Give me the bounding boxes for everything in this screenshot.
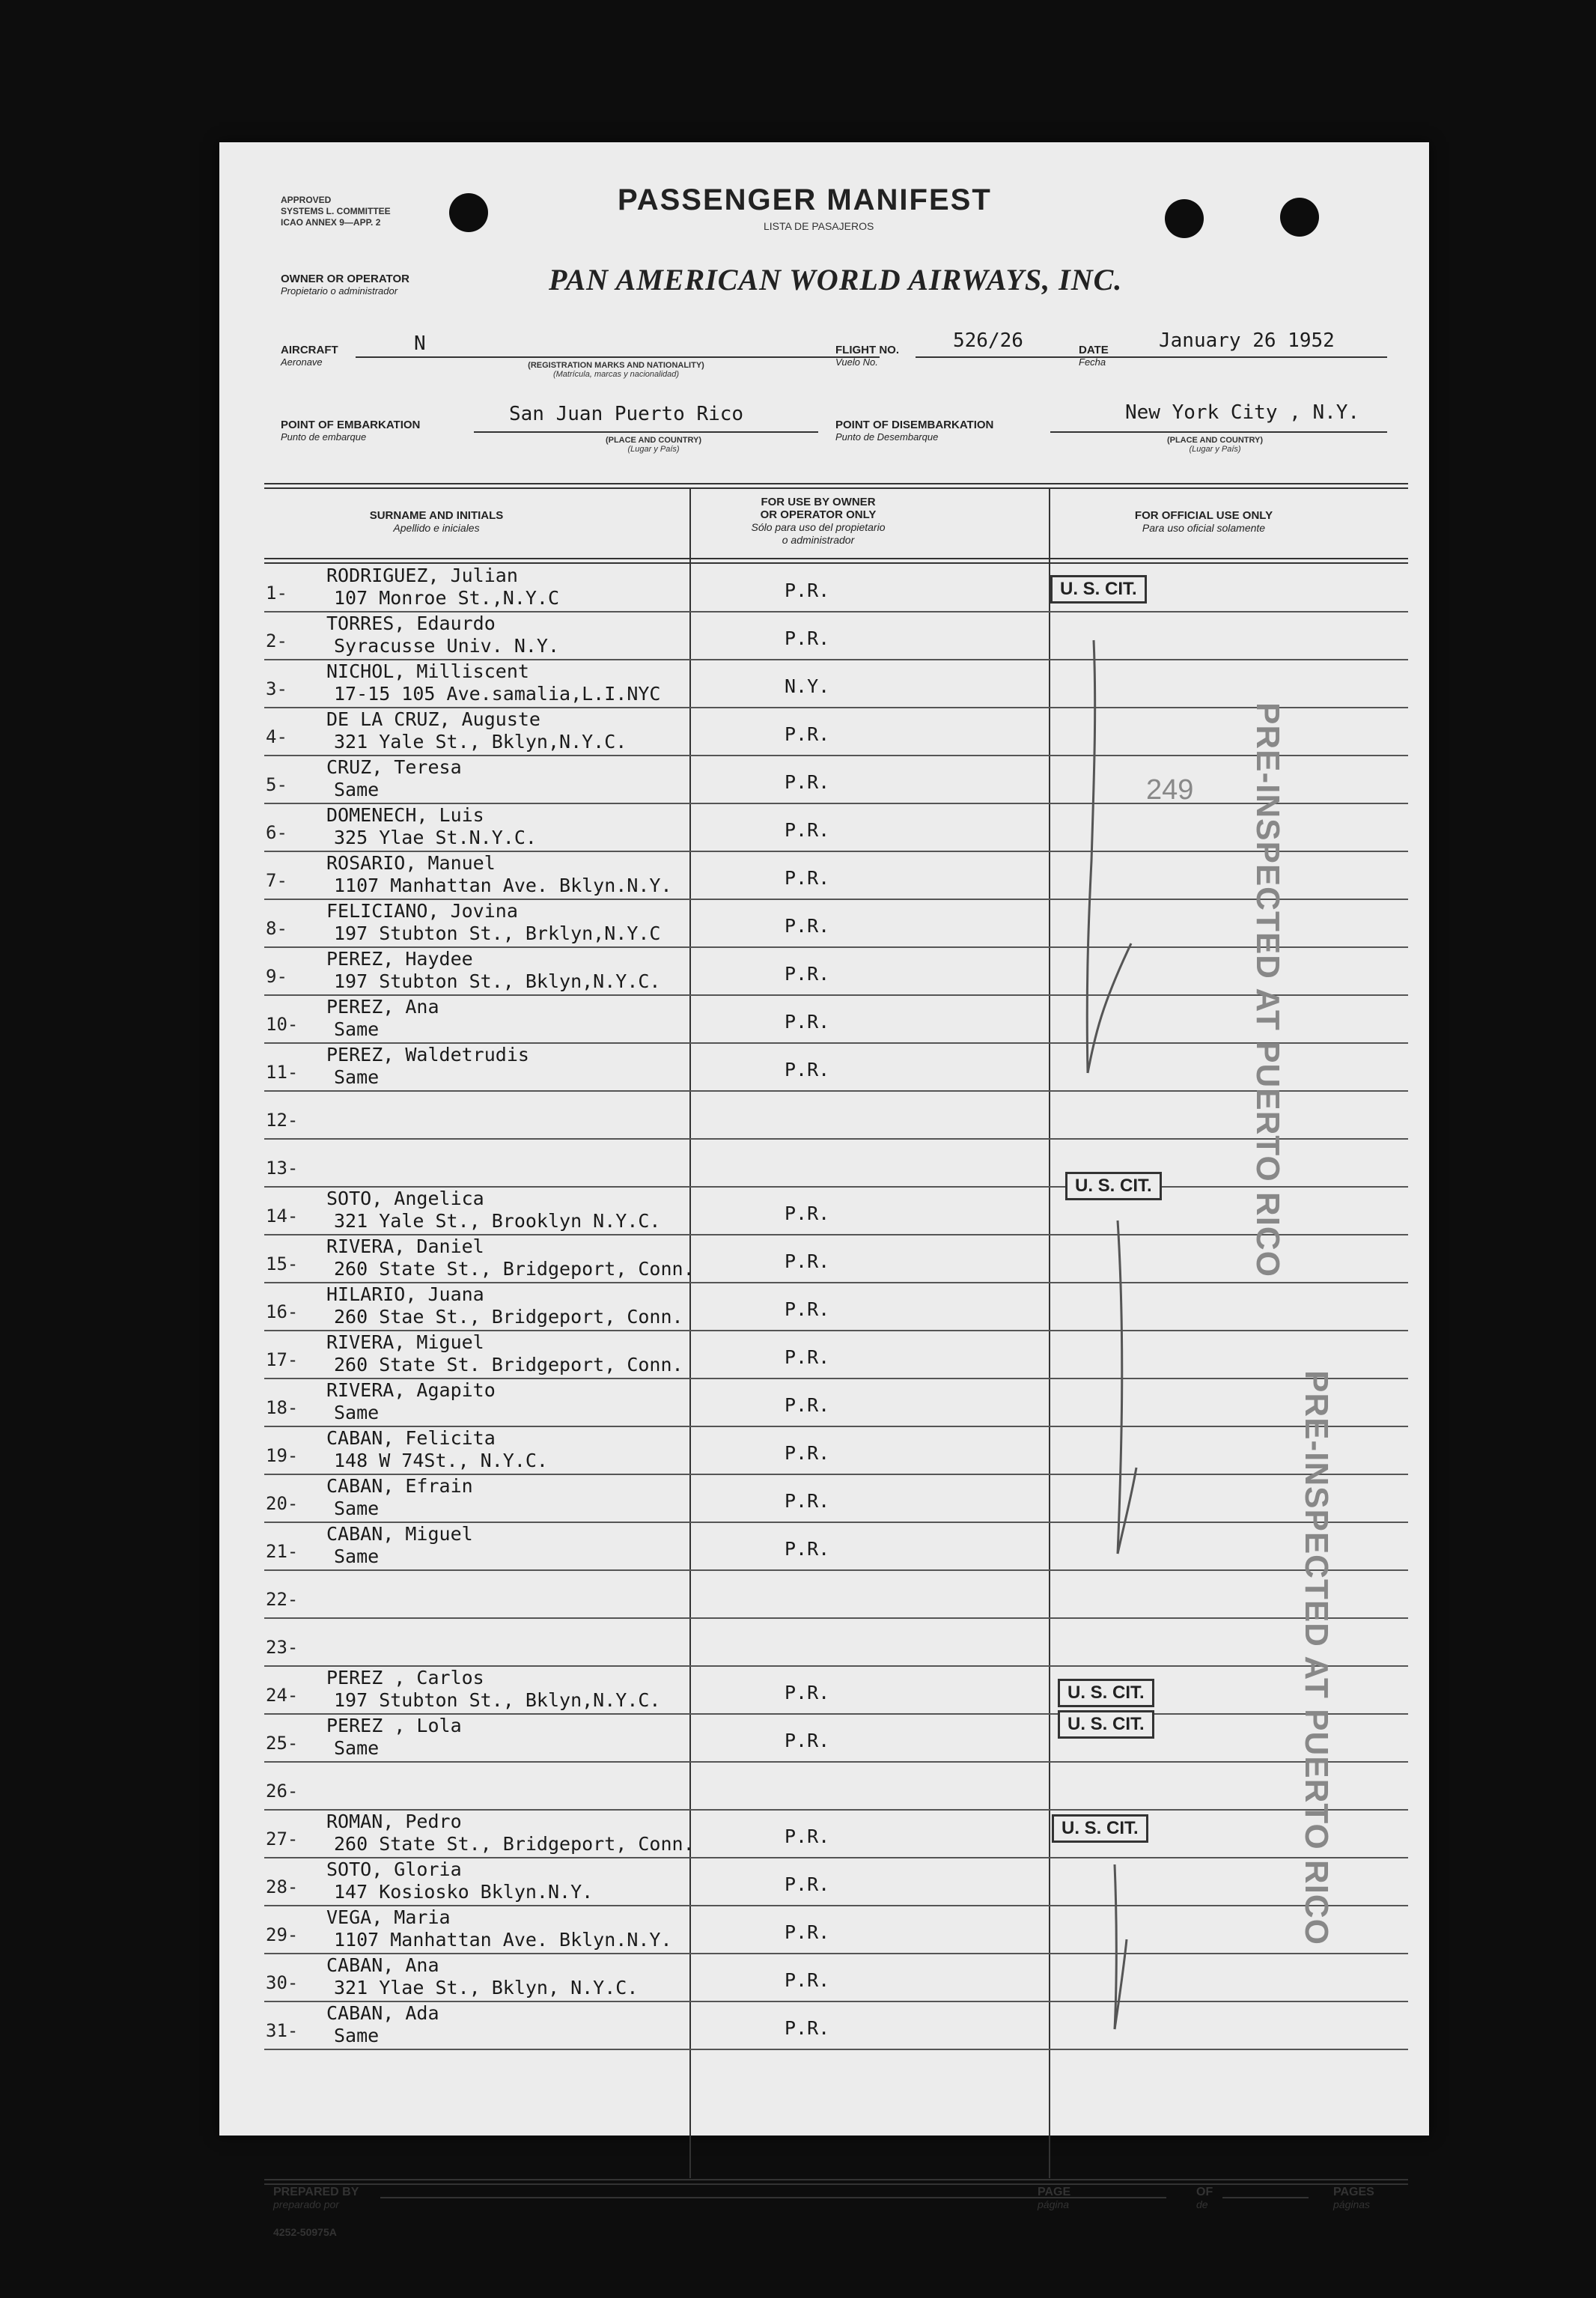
table-top-rule [264,483,1408,489]
aircraft-value: N [414,332,426,355]
disembarkation-place-note: (PLACE AND COUNTRY) (Lugar y País) [1166,436,1264,454]
passenger-row [264,1857,1408,1906]
passenger-row [264,1522,1408,1571]
punch-hole-left [449,193,488,232]
passenger-address: Same [334,779,380,800]
us-citizen-stamp: U. S. CIT. [1050,575,1147,604]
row-number: 24- [266,1685,299,1706]
origin-code: P.R. [785,1826,830,1847]
row-number: 1- [266,583,287,604]
pages-label: PAGES páginas [1333,2186,1374,2210]
row-number: 25- [266,1733,299,1754]
origin-code: P.R. [785,580,830,601]
passenger-row [264,611,1408,660]
origin-code: P.R. [785,1490,830,1512]
passenger-address: 197 Stubton St., Brklyn,N.Y.C [334,922,661,944]
passenger-name: CABAN, Miguel [326,1523,473,1545]
manifest-sheet [219,142,1429,2238]
passenger-name: ROSARIO, Manuel [326,852,496,874]
passenger-name: FELICIANO, Jovina [326,900,518,922]
passenger-name: RIVERA, Daniel [326,1235,484,1257]
passenger-row [264,707,1408,756]
row-number: 4- [266,726,287,747]
owner-label: OWNER OR OPERATOR Propietario o administrador [281,273,409,297]
us-citizen-stamp: U. S. CIT. [1058,1710,1154,1739]
disembarkation-label: POINT OF DISEMBARKATION Punto de Desembarque [835,419,994,443]
operator-name: PAN AMERICAN WORLD AIRWAYS, INC. [549,263,1123,297]
origin-code: P.R. [785,1682,830,1703]
disembarkation-value: New York City , N.Y. [1125,401,1360,424]
passenger-name: CABAN, Ana [326,1954,439,1976]
passenger-address: 321 Yale St., Brooklyn N.Y.C. [334,1210,661,1232]
passenger-row [264,899,1408,948]
prepared-by-label: PREPARED BY preparado por [273,2186,359,2210]
passenger-address: Same [334,1498,380,1519]
origin-code: P.R. [785,1250,830,1272]
origin-code: P.R. [785,1921,830,1943]
row-number: 17- [266,1349,299,1370]
row-number: 7- [266,870,287,891]
form-number: 4252-50975A [273,2226,337,2238]
column-header-official-use: FOR OFFICIAL USE ONLY Para uso oficial solamente [1134,509,1273,534]
date-label: DATE Fecha [1079,344,1109,368]
passenger-address: 197 Stubton St., Bklyn,N.Y.C. [334,1689,661,1711]
passenger-row [264,1378,1408,1427]
passenger-address: 260 State St., Bridgeport, Conn. [334,1833,695,1855]
passenger-address: 147 Kosiosko Bklyn.N.Y. [334,1881,594,1903]
origin-code: P.R. [785,1442,830,1464]
origin-code: P.R. [785,1873,830,1895]
passenger-row [264,659,1408,708]
passenger-name: VEGA, Maria [326,1906,451,1928]
row-number: 27- [266,1829,299,1849]
flight-value: 526/26 [953,329,1023,352]
origin-code: P.R. [785,867,830,889]
row-number: 8- [266,918,287,939]
passenger-address: 325 Ylae St.N.Y.C. [334,827,537,848]
passenger-name: DOMENECH, Luis [326,804,484,826]
row-number: 20- [266,1493,299,1514]
date-line [1118,356,1387,358]
date-value: January 26 1952 [1159,329,1335,352]
row-number: 6- [266,822,287,843]
of-label: OF de [1196,2186,1213,2210]
passenger-row [264,1617,1408,1667]
row-number: 15- [266,1253,299,1274]
disembarkation-line [1050,431,1387,433]
origin-code: P.R. [785,915,830,937]
row-number: 3- [266,678,287,699]
passenger-row [264,1330,1408,1379]
passenger-address: Same [334,1402,380,1423]
row-number: 19- [266,1445,299,1466]
origin-code: P.R. [785,963,830,985]
row-number: 5- [266,774,287,795]
passenger-address: 321 Ylae St., Bklyn, N.Y.C. [334,1977,639,1998]
us-citizen-stamp: U. S. CIT. [1065,1172,1162,1200]
passenger-address: 260 State St., Bridgeport, Conn. [334,1258,695,1280]
passenger-row [264,1761,1408,1811]
passenger-row [264,1665,1408,1715]
origin-code: P.R. [785,1011,830,1033]
row-number: 13- [266,1158,299,1179]
passenger-name: SOTO, Angelica [326,1188,484,1209]
flight-label: FLIGHT NO. Vuelo No. [835,344,899,368]
row-number: 22- [266,1589,299,1610]
origin-code: P.R. [785,723,830,745]
row-number: 23- [266,1637,299,1658]
us-citizen-stamp: U. S. CIT. [1052,1814,1148,1843]
passenger-row [264,755,1408,804]
passenger-row [264,803,1408,852]
origin-code: N.Y. [785,675,830,697]
origin-code: P.R. [785,627,830,649]
passenger-row [264,1474,1408,1523]
row-number: 31- [266,2020,299,2041]
embarkation-label: POINT OF EMBARKATION Punto de embarque [281,419,421,443]
passenger-name: RODRIGUEZ, Julian [326,565,518,586]
embarkation-place-note: (PLACE AND COUNTRY) (Lugar y País) [605,436,702,454]
passenger-name: DE LA CRUZ, Auguste [326,708,540,730]
passenger-name: TORRES, Edaurdo [326,613,496,634]
passenger-name: RIVERA, Agapito [326,1379,496,1401]
passenger-row [264,1426,1408,1475]
punch-hole-right-1 [1165,199,1204,238]
origin-code: P.R. [785,1394,830,1416]
passenger-address: Syracusse Univ. N.Y. [334,635,560,657]
preinspected-stamp: PRE-INSPECTED AT PUERTO RICO [1298,1370,1335,1945]
row-number: 14- [266,1206,299,1226]
passenger-row [264,1713,1408,1763]
passenger-row [264,1042,1408,1092]
passenger-row [264,994,1408,1044]
passenger-row [264,851,1408,900]
form-subtitle: LISTA DE PASAJEROS [764,220,874,232]
origin-code: P.R. [785,1346,830,1368]
row-number: 16- [266,1301,299,1322]
passenger-name: SOTO, Gloria [326,1858,462,1880]
passenger-address: Same [334,2025,380,2046]
origin-code: P.R. [785,1538,830,1560]
passenger-name: PEREZ , Carlos [326,1667,484,1688]
passenger-address: 197 Stubton St., Bklyn,N.Y.C. [334,970,661,992]
row-number: 11- [266,1062,299,1083]
passenger-row [264,2001,1408,2050]
passenger-address: Same [334,1066,380,1088]
passenger-name: PEREZ , Lola [326,1715,462,1736]
page-count-line [1222,2197,1309,2198]
form-title: PASSENGER MANIFEST [618,183,992,216]
embarkation-value: San Juan Puerto Rico [509,403,744,425]
passenger-name: RIVERA, Miguel [326,1331,484,1353]
origin-code: P.R. [785,2017,830,2039]
origin-code: P.R. [785,1203,830,1224]
row-number: 10- [266,1014,299,1035]
passenger-name: HILARIO, Juana [326,1283,484,1305]
passenger-row [264,1234,1408,1283]
passenger-name: CRUZ, Teresa [326,756,462,778]
passenger-name: PEREZ, Waldetrudis [326,1044,529,1066]
row-number: 26- [266,1781,299,1802]
passenger-name: CABAN, Felicita [326,1427,496,1449]
row-number: 29- [266,1924,299,1945]
origin-code: P.R. [785,819,830,841]
row-number: 21- [266,1541,299,1562]
row-number: 30- [266,1972,299,1993]
row-number: 9- [266,966,287,987]
passenger-address: 148 W 74St., N.Y.C. [334,1450,548,1471]
row-number: 12- [266,1110,299,1131]
passenger-address: 1107 Manhattan Ave. Bklyn.N.Y. [334,875,672,896]
page-label: PAGE página [1038,2186,1071,2210]
table-bottom-rule [264,2179,1408,2185]
origin-code: P.R. [785,1059,830,1080]
passenger-row [264,1809,1408,1858]
passenger-name: CABAN, Efrain [326,1475,473,1497]
passenger-address: Same [334,1737,380,1759]
passenger-address: 260 State St. Bridgeport, Conn. [334,1354,683,1376]
aircraft-label: AIRCRAFT Aeronave [281,344,338,368]
origin-code: P.R. [785,1298,830,1320]
passenger-row [264,1569,1408,1619]
passenger-row [264,1953,1408,2002]
row-number: 18- [266,1397,299,1418]
passenger-address: Same [334,1545,380,1567]
origin-code: P.R. [785,1969,830,1991]
passenger-name: PEREZ, Ana [326,996,439,1018]
pencil-number: 249 [1146,774,1194,806]
passenger-address: 1107 Manhattan Ave. Bklyn.N.Y. [334,1929,672,1951]
embarkation-line [474,431,818,433]
registration-note: (REGISTRATION MARKS AND NATIONALITY) (Matrícula, marcas y nacionalidad) [528,361,704,379]
origin-code: P.R. [785,771,830,793]
passenger-row [264,563,1408,613]
passenger-row [264,1186,1408,1235]
passenger-address: 321 Yale St., Bklyn,N.Y.C. [334,731,627,753]
row-number: 28- [266,1876,299,1897]
passenger-name: NICHOL, Milliscent [326,660,529,682]
passenger-row [264,1138,1408,1188]
approval-note: APPROVED SYSTEMS L. COMMITTEE ICAO ANNEX 9—APP. 2 [281,195,391,228]
passenger-row [264,1090,1408,1140]
us-citizen-stamp: U. S. CIT. [1058,1679,1154,1707]
passenger-name: CABAN, Ada [326,2002,439,2024]
aircraft-line [356,356,880,358]
punch-hole-right-2 [1280,198,1319,237]
passenger-name: PEREZ, Haydee [326,948,473,970]
passenger-address: Same [334,1018,380,1040]
passenger-row [264,946,1408,996]
passenger-row [264,1282,1408,1331]
column-header-surname: SURNAME AND INITIALS Apellido e iniciales [369,509,504,534]
passenger-row [264,1905,1408,1954]
passenger-address: 17-15 105 Ave.samalia,L.I.NYC [334,683,661,705]
row-number: 2- [266,630,287,651]
preinspected-stamp: PRE-INSPECTED AT PUERTO RICO [1249,702,1286,1277]
passenger-address: 260 Stae St., Bridgeport, Conn. [334,1306,683,1328]
passenger-name: ROMAN, Pedro [326,1811,462,1832]
passenger-address: 107 Monroe St.,N.Y.C [334,587,560,609]
origin-code: P.R. [785,1730,830,1751]
column-header-owner-use: FOR USE BY OWNER OR OPERATOR ONLY Sólo para uso del propietario o administrador [751,496,886,546]
